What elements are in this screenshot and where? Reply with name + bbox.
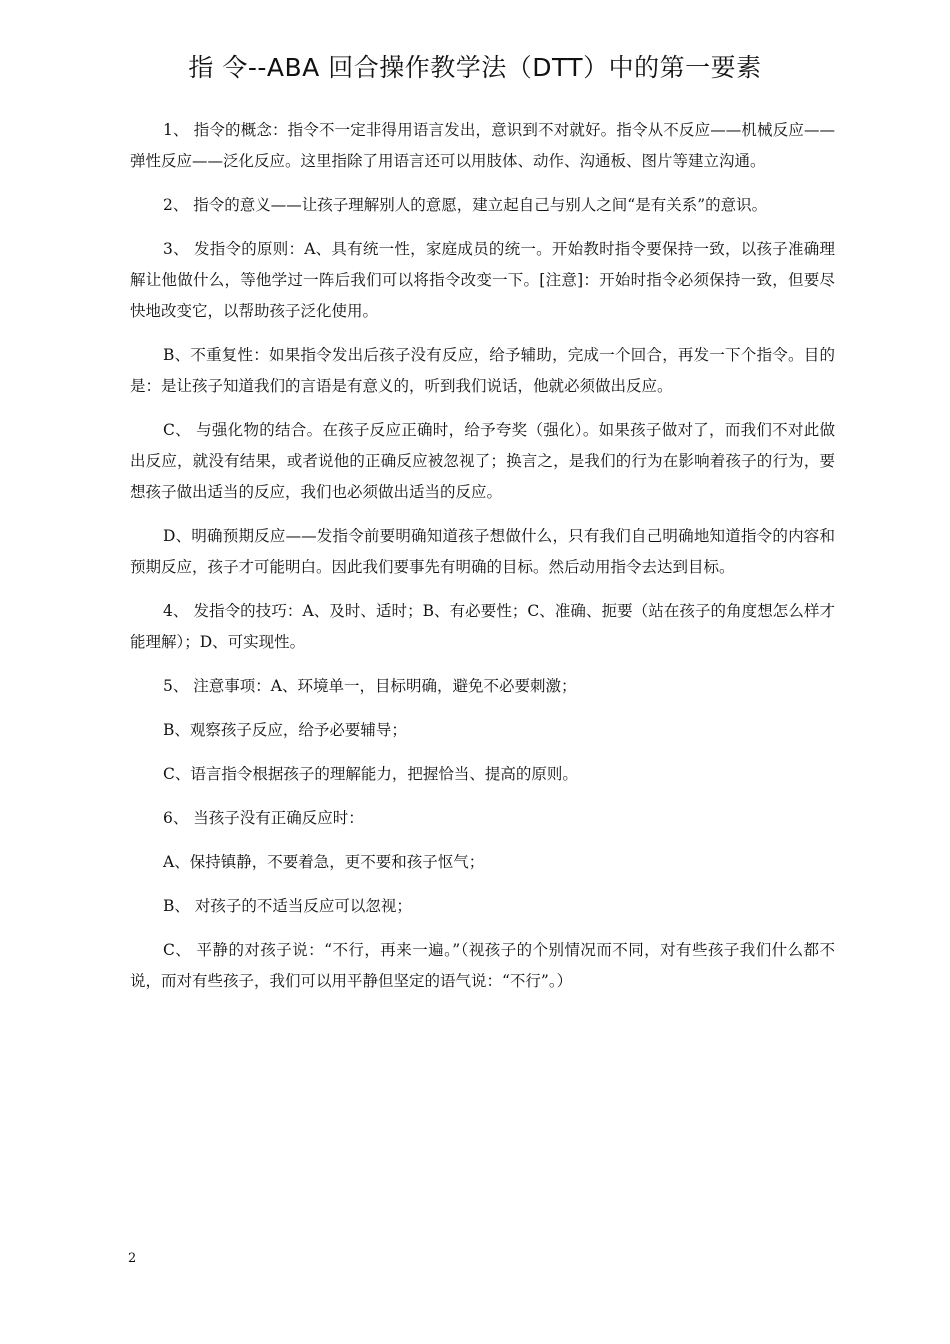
paragraph-6b: B、 对孩子的不适当反应可以忽视； xyxy=(163,897,412,915)
paragraph-3c: C、 与强化物的结合。在孩子反应正确时，给予夸奖（强化）。如果孩子做对了，而我们不对此做出反应，就没有结果，或者说他的正确反应被忽视了；换言之，是我们的行为在影响着孩子的行为，要想孩子做出适当的反应，我们也必须做出适当的反应。 xyxy=(130,421,835,501)
document-body xyxy=(130,115,835,1010)
paragraph-3d: D、明确预期反应——发指令前要明确知道孩子想做什么，只有我们自己明确地知道指令的内容和预期反应，孩子才可能明白。因此我们要事先有明确的目标。然后动用指令去达到目标。 xyxy=(130,527,835,576)
paragraph-5b: B、观察孩子反应，给予必要辅导； xyxy=(163,721,407,739)
page-title: 指 令--ABA 回合操作教学法（DTT）中的第一要素 xyxy=(188,53,762,82)
paragraph-3b: B、不重复性：如果指令发出后孩子没有反应，给予辅助，完成一个回合，再发一下个指令。目的是：是让孩子知道我们的言语是有意义的，听到我们说话，他就必须做出反应。 xyxy=(130,346,835,395)
paragraph-6a: A、保持镇静，不要着急，更不要和孩子怄气； xyxy=(163,853,485,871)
paragraph-5: 5、 注意事项：A、环境单一，目标明确，避免不必要刺激； xyxy=(163,677,577,695)
paragraph-2: 2、 指令的意义——让孩子理解别人的意愿，建立起自己与别人之间“是有关系”的意识。 xyxy=(163,196,768,214)
paragraph-1: 1、 指令的概念：指令不一定非得用语言发出，意识到不对就好。指令从不反应——机械反应——弹性反应——泛化反应。这里指除了用语言还可以用肢体、动作、沟通板、图片等建立沟通。 xyxy=(130,121,835,170)
page-number: 2 xyxy=(128,1251,137,1266)
paragraph-6: 6、 当孩子没有正确反应时： xyxy=(163,809,364,827)
paragraph-4: 4、 发指令的技巧：A、及时、适时；B、有必要性；C、准确、扼要（站在孩子的角度想怎么样才能理解）；D、可实现性。 xyxy=(130,602,835,651)
paragraph-5c: C、语言指令根据孩子的理解能力，把握恰当、提高的原则。 xyxy=(163,765,578,783)
paragraph-6c: C、 平静的对孩子说：“不行，再来一遍。”（视孩子的个别情况而不同，对有些孩子我们什么都不说，而对有些孩子，我们可以用平静但坚定的语气说：“不行”。） xyxy=(130,941,835,990)
paragraph-3: 3、 发指令的原则：A、具有统一性，家庭成员的统一。开始教时指令要保持一致，以孩子准确理解让他做什么，等他学过一阵后我们可以将指令改变一下。[注意]：开始时指令必须保持一致，但要尽快地改变它，以帮助孩子泛化使用。 xyxy=(130,240,835,320)
